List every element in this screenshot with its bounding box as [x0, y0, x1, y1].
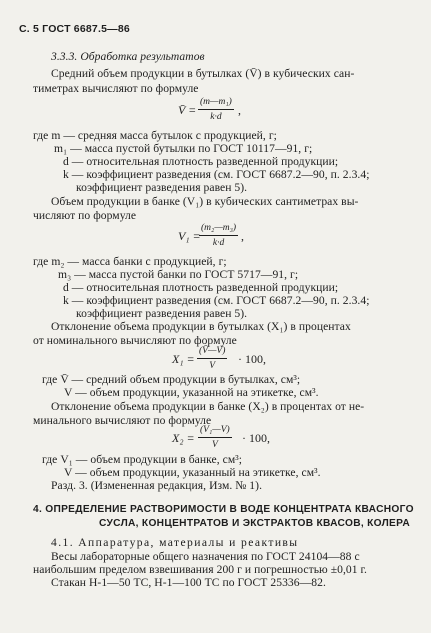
amendment-note: Разд. 3. (Измененная редакция, Изм. № 1). [51, 479, 263, 492]
definition-line: d — относительная плотность разведенной продукции; [63, 155, 339, 168]
definition-line: коэффициент разведения равен 5). [76, 307, 248, 320]
section-4-heading: 4. ОПРЕДЕЛЕНИЕ РАСТВОРИМОСТИ В ВОДЕ КОНЦЕНТРАТА КВАСНОГО [33, 504, 414, 515]
definition-line: где m₂ — масса банки с продукцией, г; [33, 255, 227, 268]
formula-numerator: (V₁—V) [198, 424, 232, 438]
formula-lhs: V̄ = [178, 103, 197, 117]
definition-line: m₁ — масса пустой бутылки по ГОСТ 10117—91, г; [54, 142, 313, 155]
formula-denominator: V [211, 440, 218, 450]
formula-tail: · 100, [238, 352, 266, 366]
formula-lhs: X₂ = [172, 431, 195, 445]
section-heading-3-3-3: 3.3.3. Обработка результатов [51, 50, 205, 63]
formula-lhs: X₁ = [172, 352, 195, 366]
paragraph-line: Весы лабораторные общего назначения по ГОСТ 24104—88 с [51, 550, 360, 563]
formula-fraction [198, 424, 232, 451]
formula-denominator: V [209, 361, 216, 371]
formula-numerator: (m₂—m₃) [199, 222, 238, 236]
paragraph-line: минального вычисляют по формуле [33, 414, 212, 427]
paragraph-line: Объем продукции в банке (V₁) в кубических сантиметрах вы- [51, 195, 359, 208]
formula-denominator: k·d [210, 112, 222, 122]
definition-line: коэффициент разведения равен 5). [76, 181, 248, 194]
definition-line: k — коэффициент разведения (см. ГОСТ 6687.2—90, п. 2.3.4; [63, 294, 370, 307]
definition-line: где V₁ — объем продукции в банке, см³; [42, 453, 243, 466]
paragraph-line: от номинального вычисляют по формуле [33, 334, 237, 347]
definition-line: где m — средняя масса бутылок с продукцией, г; [33, 129, 277, 142]
paragraph-line: Стакан Н-1—50 ТС, Н-1—100 ТС по ГОСТ 25336—82. [51, 576, 326, 589]
formula-tail: · 100, [242, 431, 270, 445]
paragraph-line: Средний объем продукции в бутылках (V̄) в кубических сан- [51, 67, 355, 80]
formula-fraction [199, 222, 238, 249]
formula-fraction [197, 345, 227, 372]
definition-line: k — коэффициент разведения (см. ГОСТ 6687.2—90, п. 2.3.4; [63, 168, 370, 181]
paragraph-line: Отклонение объема продукции в бутылках (X₁) в процентах [51, 320, 351, 333]
formula-denominator: k·d [212, 238, 225, 248]
paragraph-line: числяют по формуле [33, 209, 137, 222]
definition-line: где V̄ — средний объем продукции в бутылках, см³; [42, 373, 301, 386]
paragraph-line: наибольшим пределом взвешивания 200 г и погрешностью ±0,01 г. [33, 563, 367, 576]
definition-line: V — объем продукции, указанной на этикетке, см³. [64, 386, 319, 399]
formula-fraction [198, 96, 234, 123]
definition-line: V — объем продукции, указанный на этикетке, см³. [64, 466, 321, 479]
section-4-heading-cont: СУСЛА, КОНЦЕНТРАТОВ И ЭКСТРАКТОВ КВАСОВ, КОЛЕРА [99, 518, 410, 529]
paragraph-line: тиметрах вычисляют по формуле [33, 82, 199, 95]
formula-numerator: (m—m₁) [198, 96, 234, 110]
formula-tail: , [241, 229, 244, 243]
formula-numerator: (V̄—V) [197, 345, 227, 359]
subsection-heading-4-1: 4.1. Аппаратура, материалы и реактивы [51, 536, 299, 549]
definition-line: d — относительная плотность разведенной продукции; [63, 281, 339, 294]
definition-line: m₃ — масса пустой банки по ГОСТ 5717—91, г; [58, 268, 299, 281]
formula-lhs: V₁ = [178, 229, 201, 243]
paragraph-line: Отклонение объема продукции в банке (X₂) в процентах от не- [51, 400, 365, 413]
formula-tail: , [238, 103, 241, 117]
page-header: С. 5 ГОСТ 6687.5—86 [19, 23, 130, 35]
